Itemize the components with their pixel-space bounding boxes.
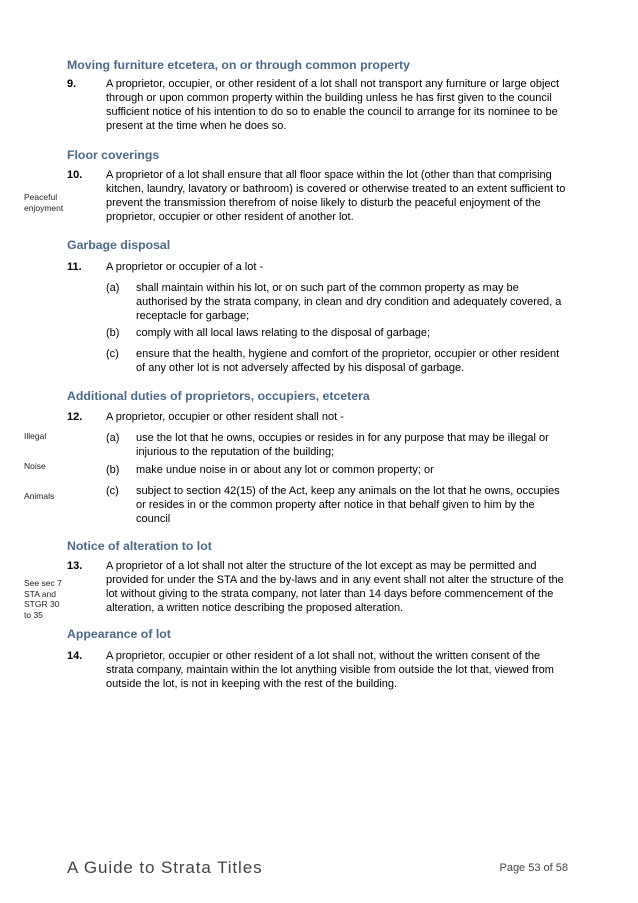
item-label-11a: (a)	[106, 282, 120, 294]
item-text-12c: subject to section 42(15) of the Act, keep any animals on the lot that he owns, occupies or resides in or the common property after notice in that behalf given to him by the council	[136, 485, 560, 525]
item-label-12a: (a)	[106, 432, 120, 444]
item-text-12a: use the lot that he owns, occupies or resides in for any purpose that may be illegal or injurious to the reputation of the building;	[136, 432, 549, 458]
section-intro-11: A proprietor or occupier of a lot -	[106, 261, 264, 273]
margin-note-noise: Noise	[24, 461, 46, 471]
item-label-11c: (c)	[106, 348, 119, 360]
item-label-12b: (b)	[106, 464, 120, 476]
margin-note-see-sec: See sec 7 STA and STGR 30 to 35	[24, 578, 62, 620]
item-text-11a: shall maintain within his lot, or on such part of the common property as may be authorised by the strata company, in clean and dry condition and adequately covered, a receptacle for garbage;	[136, 282, 562, 322]
footer-title: A Guide to Strata Titles	[67, 858, 263, 877]
section-heading-14: Appearance of lot	[67, 627, 171, 641]
section-text-9: A proprietor, occupier, or other resident of a lot shall not transport any furniture or large object through or upon common property within the building unless he has first given to the council sufficient notice of his intention to do so to enable the council to arrange for its nominee to be present at the time when he does so.	[106, 78, 560, 132]
section-number-9: 9.	[67, 78, 77, 90]
section-number-11: 11.	[67, 261, 82, 273]
margin-note-peaceful: Peaceful enjoyment	[24, 192, 64, 213]
section-text-10: A proprietor of a lot shall ensure that all floor space within the lot (other than that comprising kitchen, laundry, lavatory or bathroom) is covered or otherwise treated to an extent sufficient to prevent the transmission therefrom of noise likely to disturb the peaceful enjoyment of the proprietor, occupier or other resident of another lot.	[106, 169, 566, 223]
section-heading-10: Floor coverings	[67, 148, 160, 162]
margin-note-animals: Animals	[24, 491, 55, 501]
section-heading-13: Notice of alteration to lot	[67, 539, 212, 553]
margin-note-illegal: Illegal	[24, 431, 47, 441]
item-text-12b: make undue noise in or about any lot or common property; or	[136, 464, 434, 476]
section-text-13: A proprietor of a lot shall not alter the structure of the lot except as may be permitted and provided for under the STA and the by-laws and in any event shall not alter the structure of the lot without giving to the strata company, not later than 14 days before commencement of the alteration, a written notice describing the proposed alteration.	[106, 560, 564, 614]
section-heading-12: Additional duties of proprietors, occupiers, etcetera	[67, 389, 370, 403]
section-number-13: 13.	[67, 560, 83, 572]
section-number-12: 12.	[67, 411, 83, 423]
section-heading-11: Garbage disposal	[67, 238, 171, 252]
footer-page-number: Page 53 of 58	[499, 862, 568, 874]
section-text-14: A proprietor, occupier or other resident of a lot shall not, without the written consent of the strata company, maintain within the lot anything visible from outside the lot that, viewed from outside the lot, is not in keeping with the rest of the building.	[106, 650, 554, 690]
item-text-11b: comply with all local laws relating to the disposal of garbage;	[136, 327, 431, 339]
item-text-11c: ensure that the health, hygiene and comfort of the proprietor, occupier or other resident of any other lot is not adversely affected by his disposal of garbage.	[136, 348, 560, 374]
section-number-10: 10.	[67, 169, 83, 181]
item-label-11b: (b)	[106, 327, 120, 339]
section-heading-9: Moving furniture etcetera, on or through common property	[67, 58, 410, 72]
section-number-14: 14.	[67, 650, 83, 662]
item-label-12c: (c)	[106, 485, 119, 497]
section-intro-12: A proprietor, occupier or other resident shall not -	[106, 411, 344, 423]
